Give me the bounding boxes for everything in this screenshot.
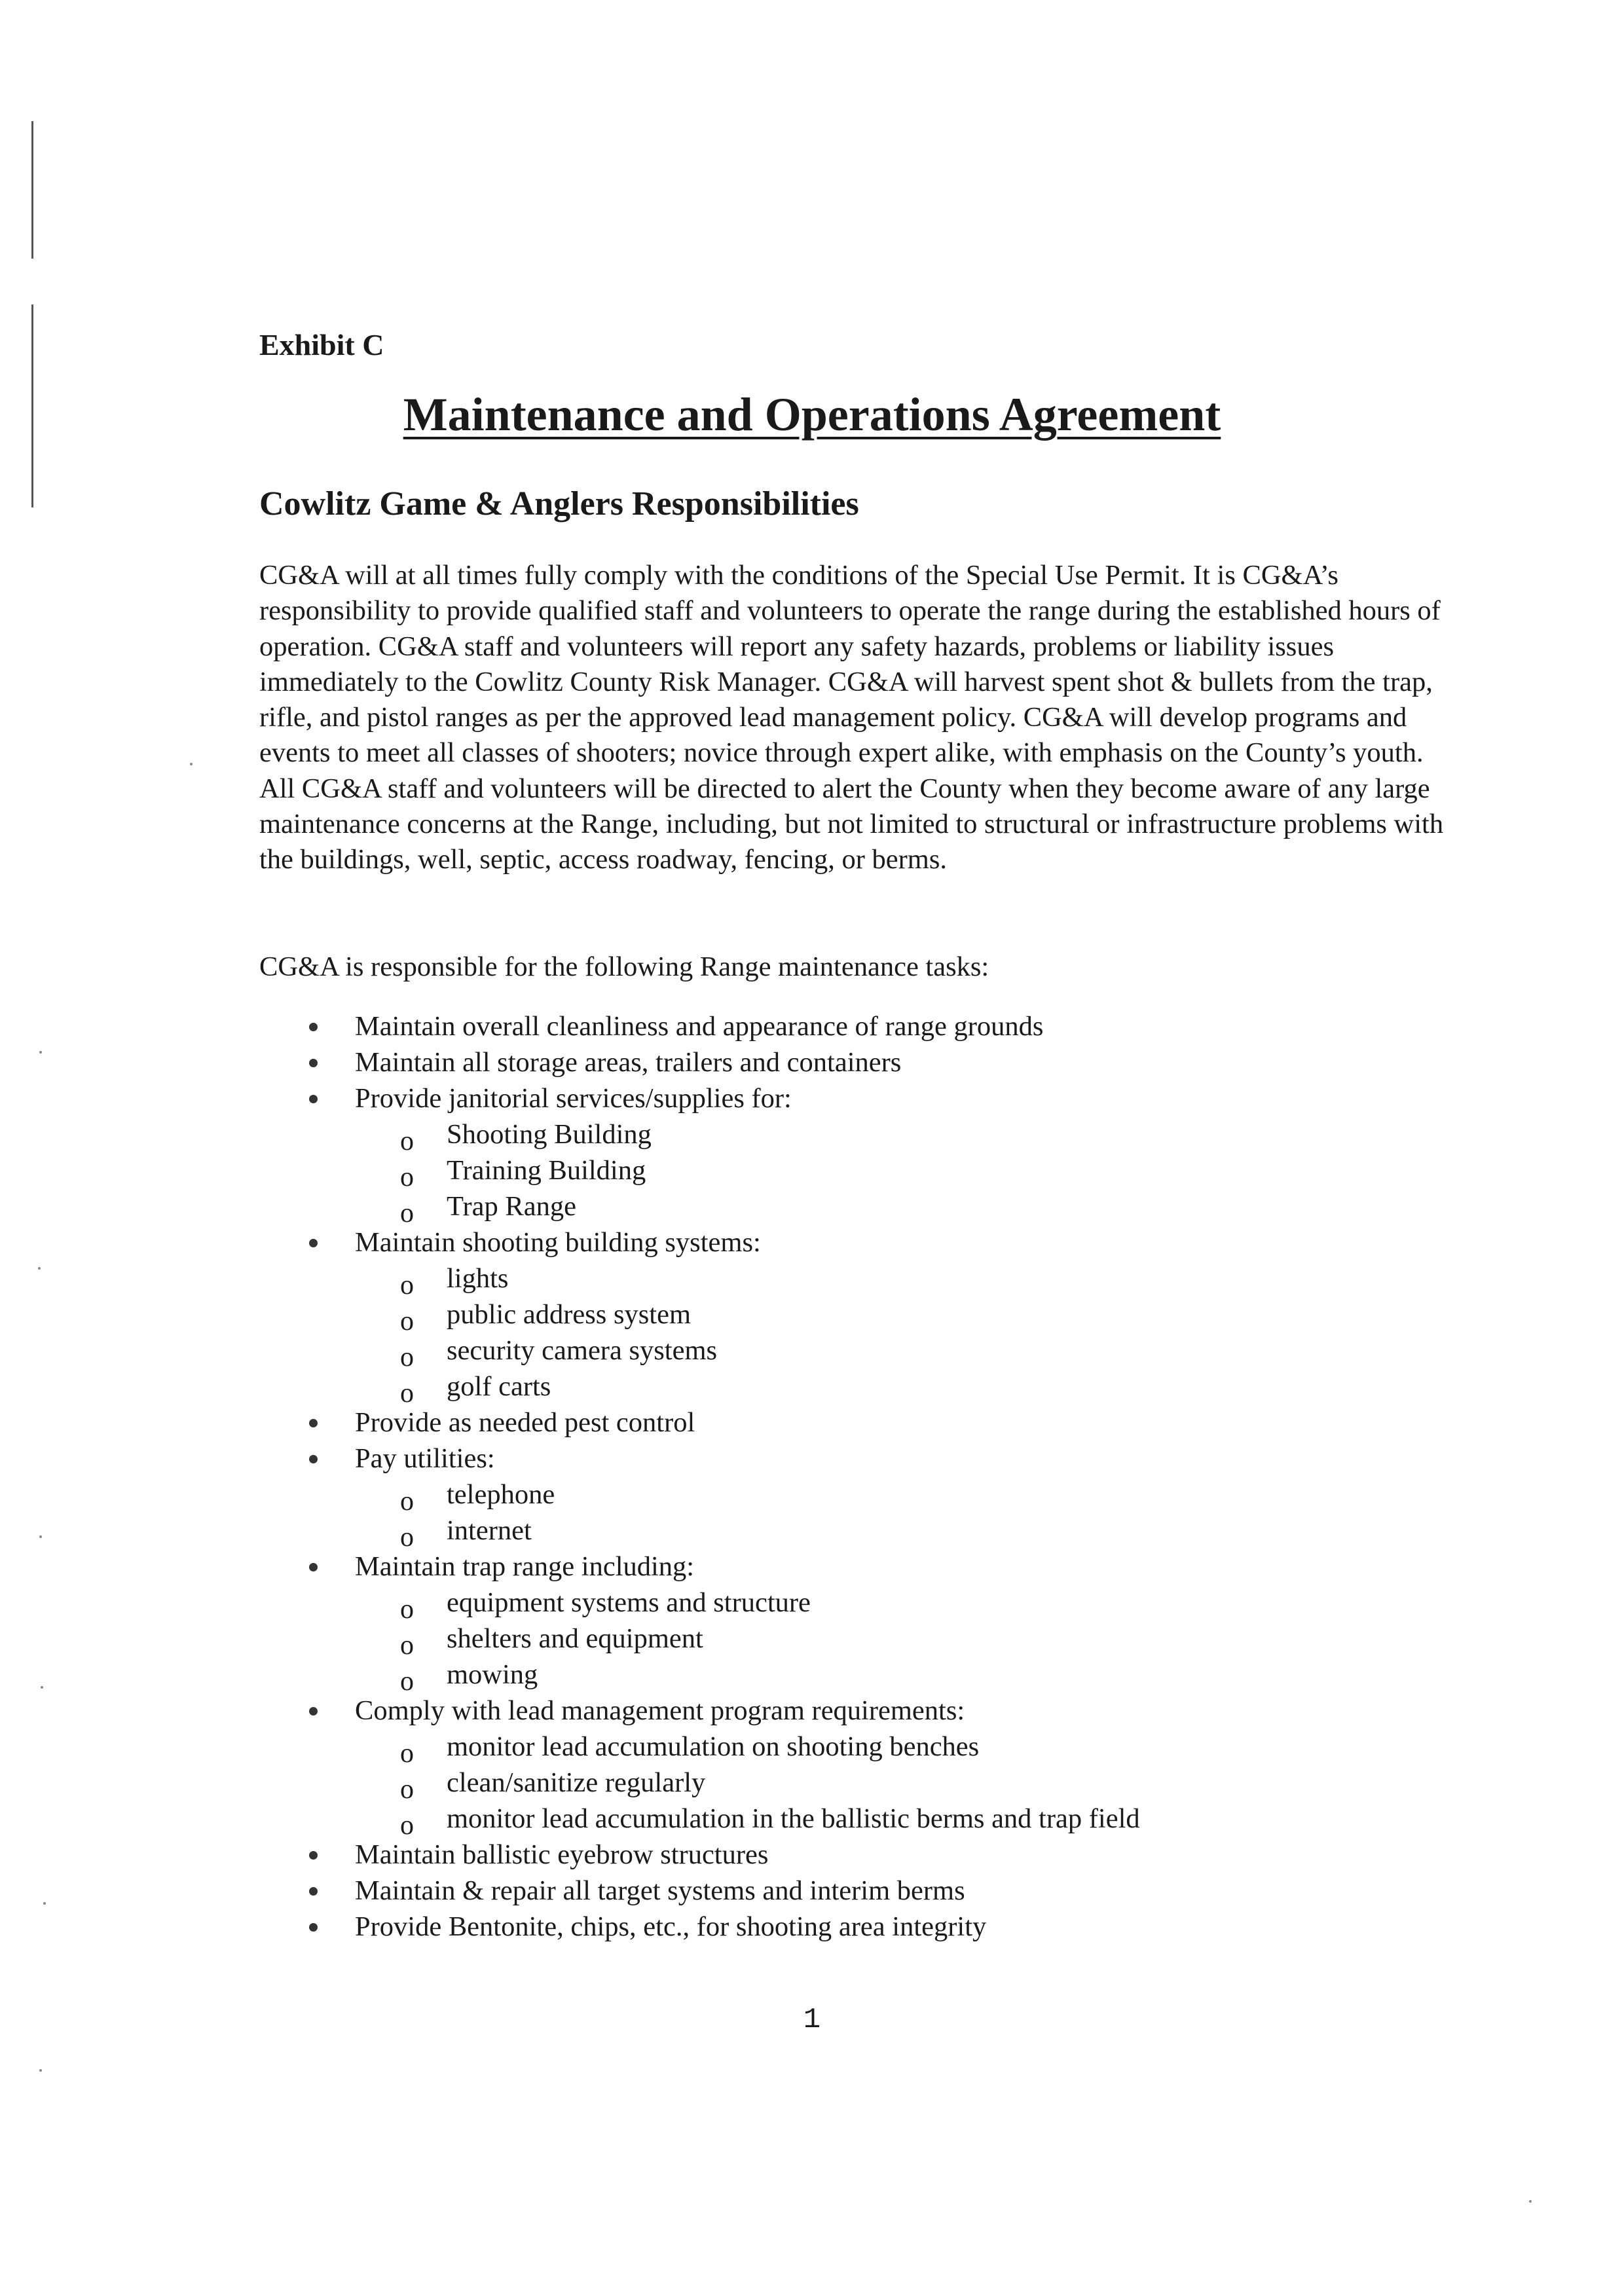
sub-list-item-text: lights <box>447 1263 509 1294</box>
list-item-text: Maintain all storage areas, trailers and containers <box>355 1047 902 1078</box>
sub-list-item <box>0 1585 1624 1625</box>
sub-list-item <box>0 1765 1624 1805</box>
list-item <box>0 1873 1624 1909</box>
sub-list-item <box>0 1260 1624 1300</box>
sub-list-item-text: mowing <box>447 1659 538 1690</box>
bullet-icon <box>309 1563 318 1571</box>
bullet-icon <box>309 1851 318 1860</box>
page-number: 1 <box>803 2004 821 2036</box>
list-intro: CG&A is responsible for the following Range maintenance tasks: <box>259 951 989 982</box>
sub-list-item-text: equipment systems and structure <box>447 1587 811 1618</box>
bullet-icon <box>309 1923 318 1932</box>
sub-list-item <box>0 1729 1624 1769</box>
sub-bullet-icon: o <box>400 1738 414 1769</box>
sub-list-item-text: public address system <box>447 1299 691 1330</box>
bullet-icon <box>309 1707 318 1716</box>
sub-list-item <box>0 1513 1624 1552</box>
sub-list-item-text: security camera systems <box>447 1335 718 1366</box>
sub-list-item-text: shelters and equipment <box>447 1623 703 1654</box>
list-item-text: Provide as needed pest control <box>355 1407 695 1438</box>
sub-list-item-text: clean/sanitize regularly <box>447 1767 706 1798</box>
sub-list-item <box>0 1188 1624 1228</box>
bullet-icon <box>309 1419 318 1427</box>
scan-speck <box>1529 2200 1532 2203</box>
sub-list-item <box>0 1296 1624 1336</box>
sub-bullet-icon: o <box>400 1522 414 1552</box>
sub-list-item-text: Trap Range <box>447 1191 576 1222</box>
bullet-icon <box>309 1095 318 1103</box>
sub-list-item-text: telephone <box>447 1479 555 1510</box>
list-item-text: Comply with lead management program requirements: <box>355 1695 965 1726</box>
document-title: Maintenance and Operations Agreement <box>403 388 1221 441</box>
sub-list-item <box>0 1116 1624 1156</box>
list-item-text: Maintain overall cleanliness and appearance of range grounds <box>355 1011 1044 1042</box>
scan-margin-line <box>31 121 33 259</box>
list-item <box>0 1080 1624 1116</box>
sub-bullet-icon: o <box>400 1378 414 1408</box>
sub-list-item <box>0 1152 1624 1192</box>
bullet-icon <box>309 1455 318 1463</box>
sub-bullet-icon: o <box>400 1270 414 1300</box>
sub-list-item-text: internet <box>447 1515 532 1546</box>
bullet-icon <box>309 1239 318 1247</box>
sub-list-item-text: Training Building <box>447 1155 646 1186</box>
sub-list-item <box>0 1368 1624 1408</box>
list-item <box>0 1044 1624 1080</box>
body-paragraph: CG&A will at all times fully comply with the conditions of the Special Use Permit. It is CG&A’s responsibility to provide qualified staff and volunteers to operate the range during the established hours of operation. CG&A staff and volunteers will report any safety hazards, problems or liability issues immediately to the Cowlitz County Risk Manager. CG&A will harvest spent shot & bullets from the trap, rifle, and pistol ranges as per the approved lead management policy. CG&A will develop programs and events to meet all classes of shooters; novice through expert alike, with emphasis on the County’s youth. All CG&A staff and volunteers will be directed to alert the County when they become aware of any large maintenance concerns at the Range, including, but not limited to structural or infrastructure problems with the buildings, well, septic, access roadway, fencing, or berms. <box>259 560 1444 875</box>
list-item <box>0 1441 1624 1477</box>
sub-bullet-icon: o <box>400 1810 414 1841</box>
list-item <box>0 1405 1624 1441</box>
list-item-text: Maintain & repair all target systems and interim berms <box>355 1875 965 1906</box>
task-list <box>0 1008 1624 1945</box>
scan-speck <box>39 2069 42 2072</box>
list-item-text: Provide janitorial services/supplies for: <box>355 1083 792 1114</box>
section-heading: Cowlitz Game & Anglers Responsibilities <box>259 485 859 523</box>
bullet-icon <box>309 1887 318 1896</box>
list-item <box>0 1837 1624 1873</box>
sub-bullet-icon: o <box>400 1486 414 1516</box>
list-item <box>0 1693 1624 1729</box>
sub-list-item <box>0 1801 1624 1841</box>
sub-bullet-icon: o <box>400 1162 414 1192</box>
bullet-icon <box>309 1059 318 1067</box>
bullet-icon <box>309 1023 318 1031</box>
sub-list-item-text: Shooting Building <box>447 1119 652 1150</box>
sub-list-item <box>0 1477 1624 1516</box>
sub-list-item-text: monitor lead accumulation on shooting benches <box>447 1731 980 1762</box>
list-item <box>0 1549 1624 1585</box>
list-item-text: Maintain trap range including: <box>355 1551 695 1582</box>
list-item <box>0 1224 1624 1260</box>
sub-list-item-text: golf carts <box>447 1371 551 1402</box>
list-item-text: Maintain shooting building systems: <box>355 1227 761 1258</box>
sub-list-item <box>0 1657 1624 1697</box>
list-item-text: Provide Bentonite, chips, etc., for shooting area integrity <box>355 1911 987 1942</box>
sub-list-item-text: monitor lead accumulation in the ballistic berms and trap field <box>447 1803 1140 1834</box>
scan-speck <box>190 763 193 765</box>
sub-bullet-icon: o <box>400 1198 414 1228</box>
list-item-text: Pay utilities: <box>355 1443 495 1474</box>
sub-bullet-icon: o <box>400 1594 414 1625</box>
list-item-text: Maintain ballistic eyebrow structures <box>355 1839 769 1870</box>
sub-list-item <box>0 1621 1624 1661</box>
sub-bullet-icon: o <box>400 1342 414 1372</box>
list-item <box>0 1909 1624 1945</box>
exhibit-label: Exhibit C <box>259 328 384 361</box>
sub-bullet-icon: o <box>400 1774 414 1805</box>
sub-bullet-icon: o <box>400 1666 414 1697</box>
list-item <box>0 1008 1624 1044</box>
sub-list-item <box>0 1332 1624 1372</box>
sub-bullet-icon: o <box>400 1306 414 1336</box>
sub-bullet-icon: o <box>400 1630 414 1661</box>
sub-bullet-icon: o <box>400 1126 414 1156</box>
